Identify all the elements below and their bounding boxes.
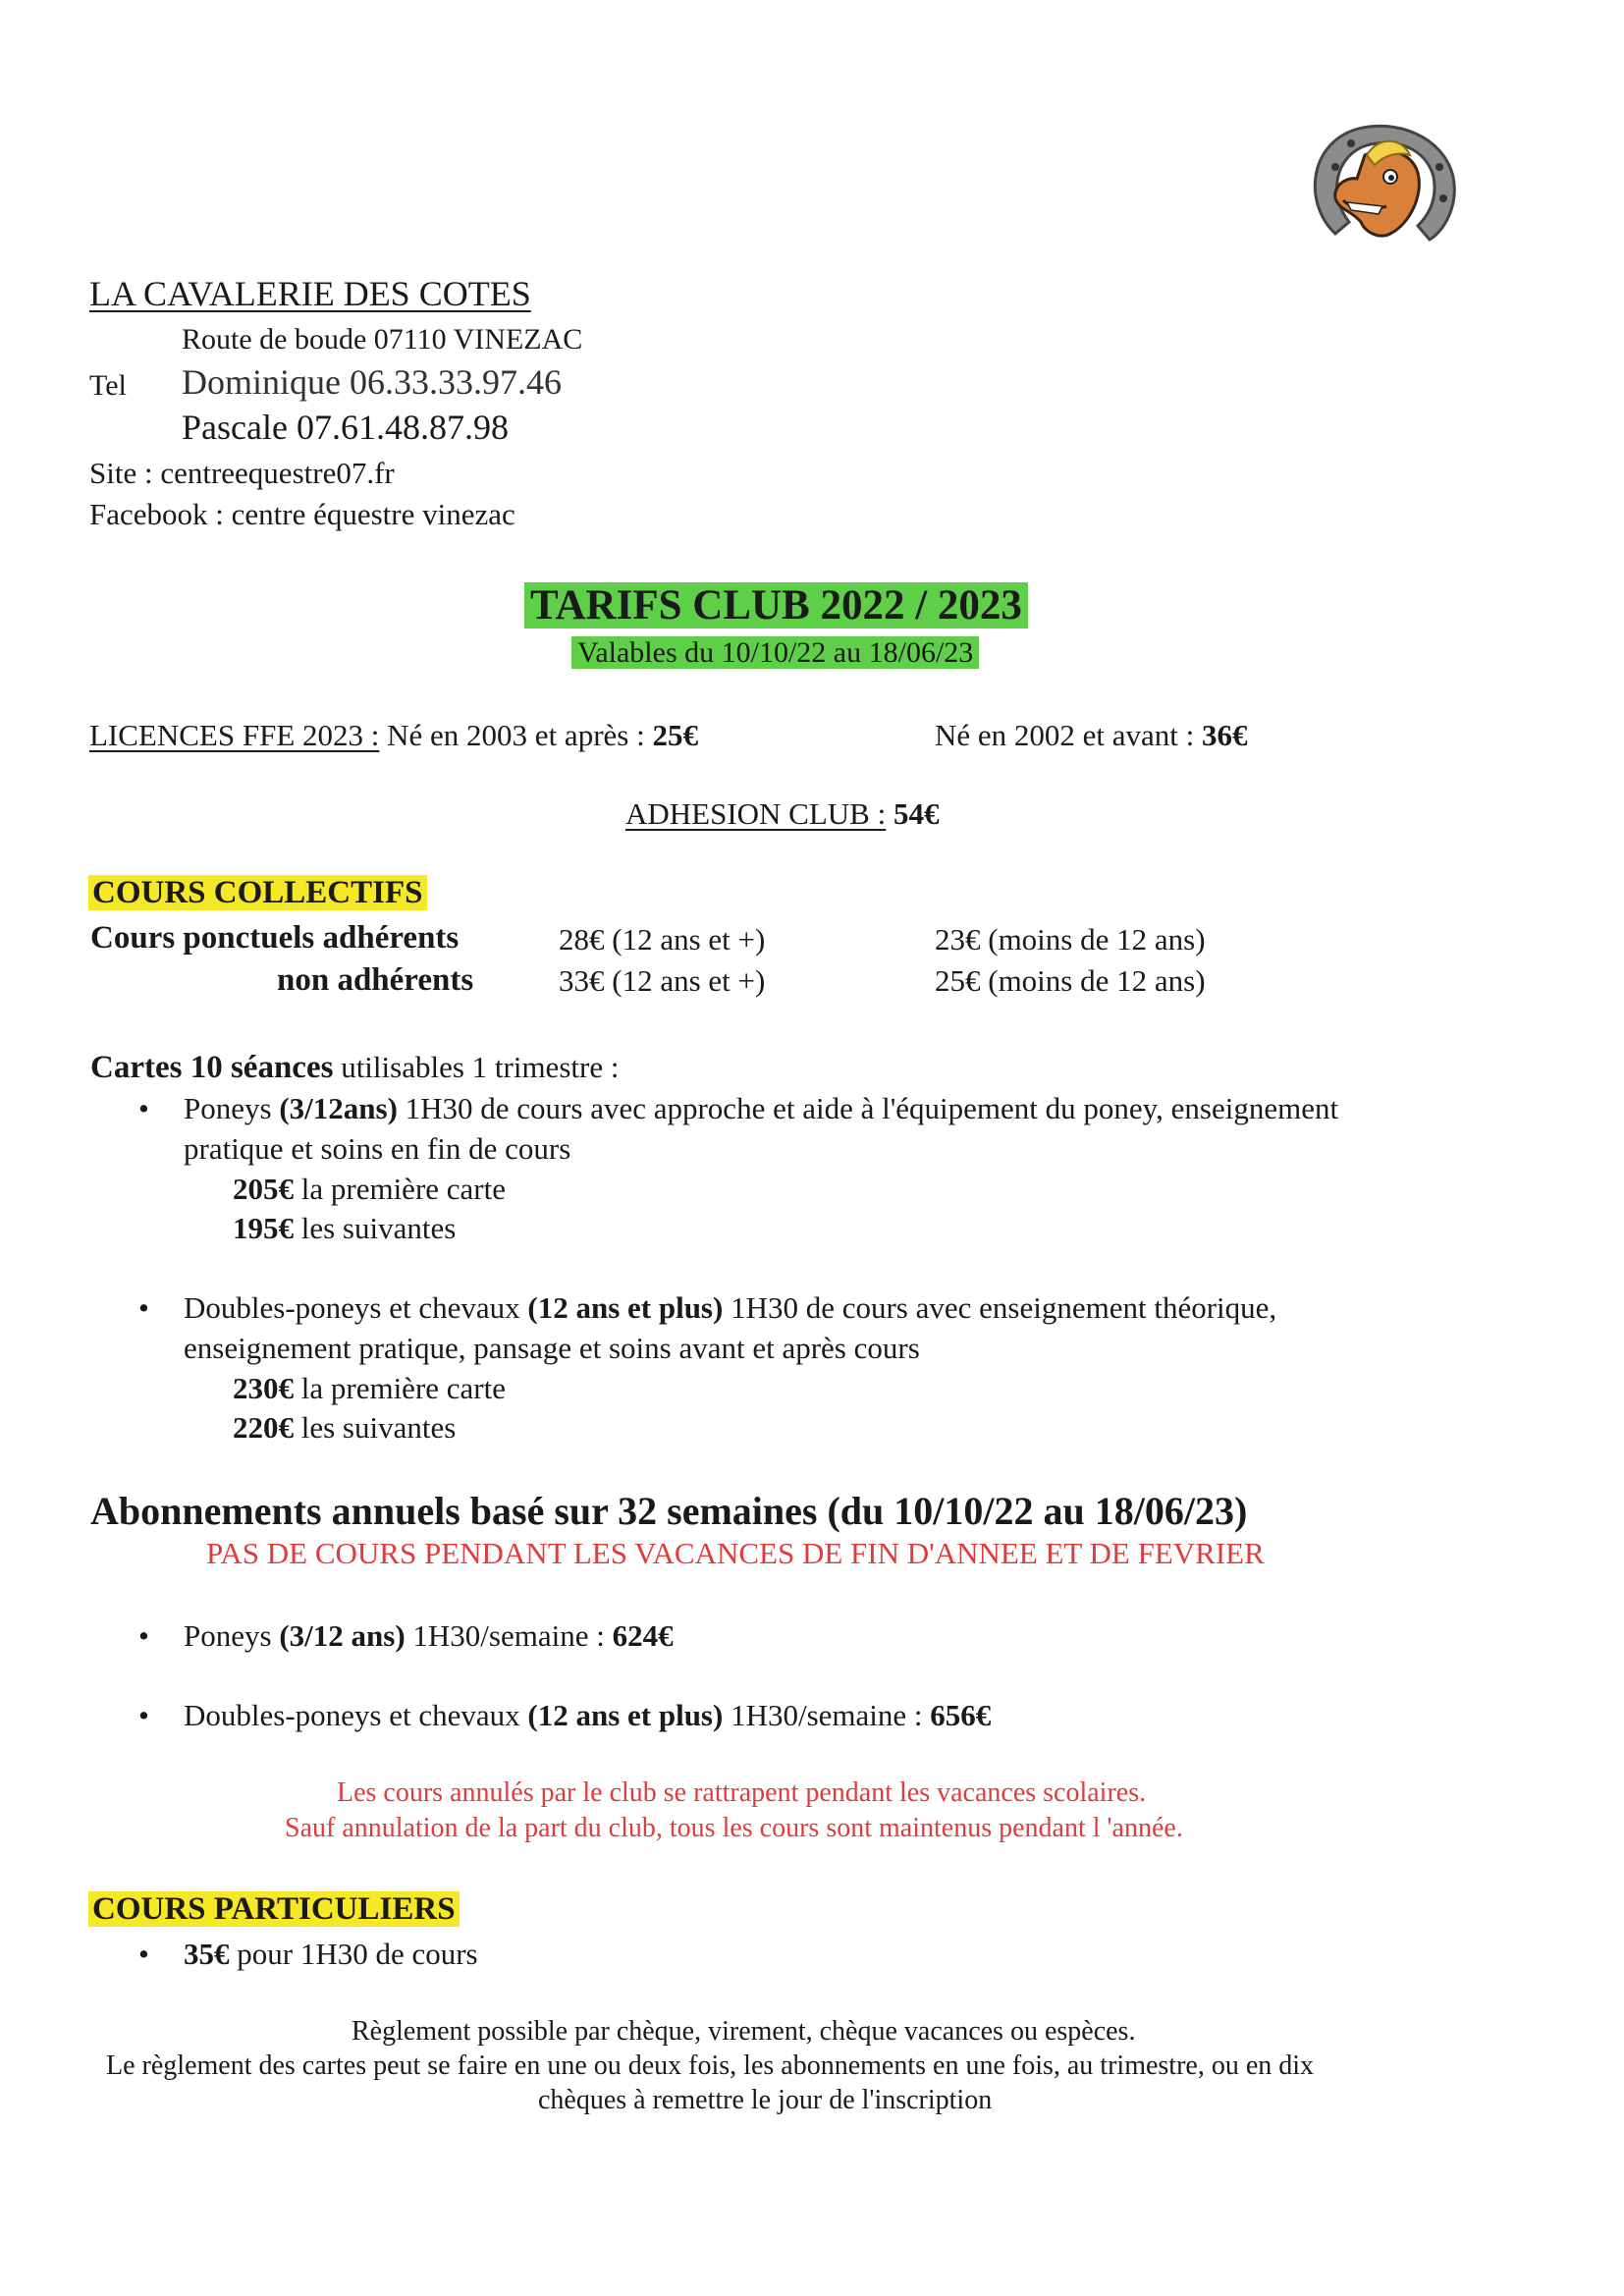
cours-particuliers-price: 35€	[184, 1937, 230, 1971]
non-adherents-price-12plus: 33€ (12 ans et +)	[559, 963, 766, 998]
carte-poneys-price1-row	[233, 1172, 506, 1207]
licence-old-text: Né en 2002 et avant :	[935, 718, 1195, 752]
carte-poneys-line1	[184, 1091, 1338, 1126]
carte-chevaux-price1: 230€	[233, 1371, 294, 1405]
carte-poneys-desc1: 1H30 de cours avec approche et aide à l'équipement du poney, enseignement	[405, 1091, 1339, 1125]
carte-chevaux-price2-text: les suivantes	[300, 1410, 457, 1445]
adhesion-price: 54€	[893, 796, 940, 831]
abonnements-note-1: Les cours annulés par le club se rattrapent pendant les vacances scolaires.	[337, 1777, 1147, 1808]
carte-chevaux-price1-row	[233, 1371, 506, 1406]
payment-line-1: Règlement possible par chèque, virement, chèque vacances ou espèces.	[352, 2016, 1136, 2047]
validity-dates	[571, 636, 979, 670]
non-adherents-price-under12: 25€ (moins de 12 ans)	[935, 963, 1206, 998]
abonnement-poneys-age: (3/12 ans)	[279, 1618, 406, 1653]
cours-particuliers-heading	[88, 1891, 460, 1928]
licence-young-price: 25€	[652, 718, 698, 752]
licence-old-price: 36€	[1202, 718, 1248, 752]
cours-particuliers-heading-text: COURS PARTICULIERS	[88, 1891, 460, 1927]
abonnements-notice: PAS DE COURS PENDANT LES VACANCES DE FIN D'ANNEE ET DE FEVRIER	[206, 1536, 1265, 1570]
adhesion-label: ADHESION CLUB :	[625, 796, 887, 831]
abonnement-chevaux-text: 1H30/semaine :	[731, 1698, 923, 1732]
carte-chevaux-price2: 220€	[233, 1410, 294, 1445]
cours-collectifs-heading-text: COURS COLLECTIFS	[88, 875, 427, 910]
carte-poneys-price2-row	[233, 1211, 456, 1246]
abonnement-chevaux-price: 656€	[930, 1698, 992, 1732]
abonnements-heading: Abonnements annuels basé sur 32 semaines (du 10/10/22 au 18/06/23)	[90, 1489, 1248, 1533]
cartes-intro	[90, 1050, 619, 1086]
licences-row	[89, 718, 698, 753]
carte-chevaux-age: (12 ans et plus)	[527, 1290, 724, 1325]
website: Site : centreequestre07.fr	[89, 456, 395, 490]
abonnement-poneys	[184, 1618, 674, 1654]
page-title-text: TARIFS CLUB 2022 / 2023	[524, 582, 1028, 629]
carte-chevaux-line1	[184, 1290, 1276, 1326]
cartes-intro-rest: utilisables 1 trimestre :	[341, 1050, 620, 1084]
carte-chevaux-desc1: 1H30 de cours avec enseignement théorique,	[731, 1290, 1277, 1325]
abonnement-chevaux-name: Doubles-poneys et chevaux	[184, 1698, 520, 1732]
licence-young-text: Né en 2003 et après :	[387, 718, 645, 752]
tel-label: Tel	[89, 369, 127, 402]
cours-particuliers-price-row	[184, 1937, 478, 1972]
cartes-intro-bold: Cartes 10 séances	[90, 1050, 334, 1085]
carte-poneys-price1-text: la première carte	[300, 1172, 506, 1206]
abonnement-chevaux-age: (12 ans et plus)	[527, 1698, 724, 1732]
carte-poneys-age: (3/12ans)	[279, 1091, 398, 1125]
abonnement-poneys-text: 1H30/semaine :	[412, 1618, 605, 1653]
adherents-price-under12: 23€ (moins de 12 ans)	[935, 922, 1206, 957]
carte-poneys-price2-text: les suivantes	[300, 1211, 457, 1245]
carte-poneys-name: Poneys	[184, 1091, 272, 1125]
carte-poneys-desc2: pratique et soins en fin de cours	[184, 1131, 571, 1166]
licences-label: LICENCES FFE 2023 :	[89, 718, 380, 752]
non-adherents-label: non adhérents	[277, 962, 474, 998]
phone-pascale: Pascale 07.61.48.87.98	[182, 408, 509, 447]
phone-dominique: Dominique 06.33.33.97.46	[182, 362, 562, 402]
validity-dates-text: Valables du 10/10/22 au 18/06/23	[571, 636, 979, 669]
cours-particuliers-text: pour 1H30 de cours	[237, 1937, 478, 1971]
adhesion-row	[625, 796, 939, 832]
abonnement-chevaux	[184, 1698, 991, 1733]
cours-collectifs-heading	[88, 875, 427, 911]
payment-line-2: Le règlement des cartes peut se faire en une ou deux fois, les abonnements en une fois, au trimestre, ou en dix	[106, 2050, 1315, 2081]
horse-horseshoe-logo-icon	[1296, 116, 1471, 251]
club-name: LA CAVALERIE DES COTES	[89, 274, 531, 313]
abonnement-poneys-name: Poneys	[184, 1618, 272, 1653]
carte-poneys-price2: 195€	[233, 1211, 294, 1245]
abonnement-poneys-price: 624€	[612, 1618, 674, 1653]
page-title	[524, 581, 1028, 629]
carte-chevaux-price2-row	[233, 1410, 456, 1446]
abonnements-note-2: Sauf annulation de la part du club, tous les cours sont maintenus pendant l 'année.	[285, 1813, 1183, 1843]
carte-chevaux-desc2: enseignement pratique, pansage et soins avant et après cours	[184, 1331, 920, 1365]
facebook: Facebook : centre équestre vinezac	[89, 497, 515, 531]
carte-chevaux-price1-text: la première carte	[300, 1371, 506, 1405]
carte-poneys-price1: 205€	[233, 1172, 294, 1206]
cours-ponctuels-adherents-label: Cours ponctuels adhérents	[90, 920, 460, 956]
adherents-price-12plus: 28€ (12 ans et +)	[559, 922, 766, 957]
club-address: Route de boude 07110 VINEZAC	[182, 323, 583, 355]
carte-chevaux-name: Doubles-poneys et chevaux	[184, 1290, 520, 1325]
licence-old	[935, 718, 1248, 753]
payment-line-3: chèques à remettre le jour de l'inscription	[538, 2085, 993, 2115]
